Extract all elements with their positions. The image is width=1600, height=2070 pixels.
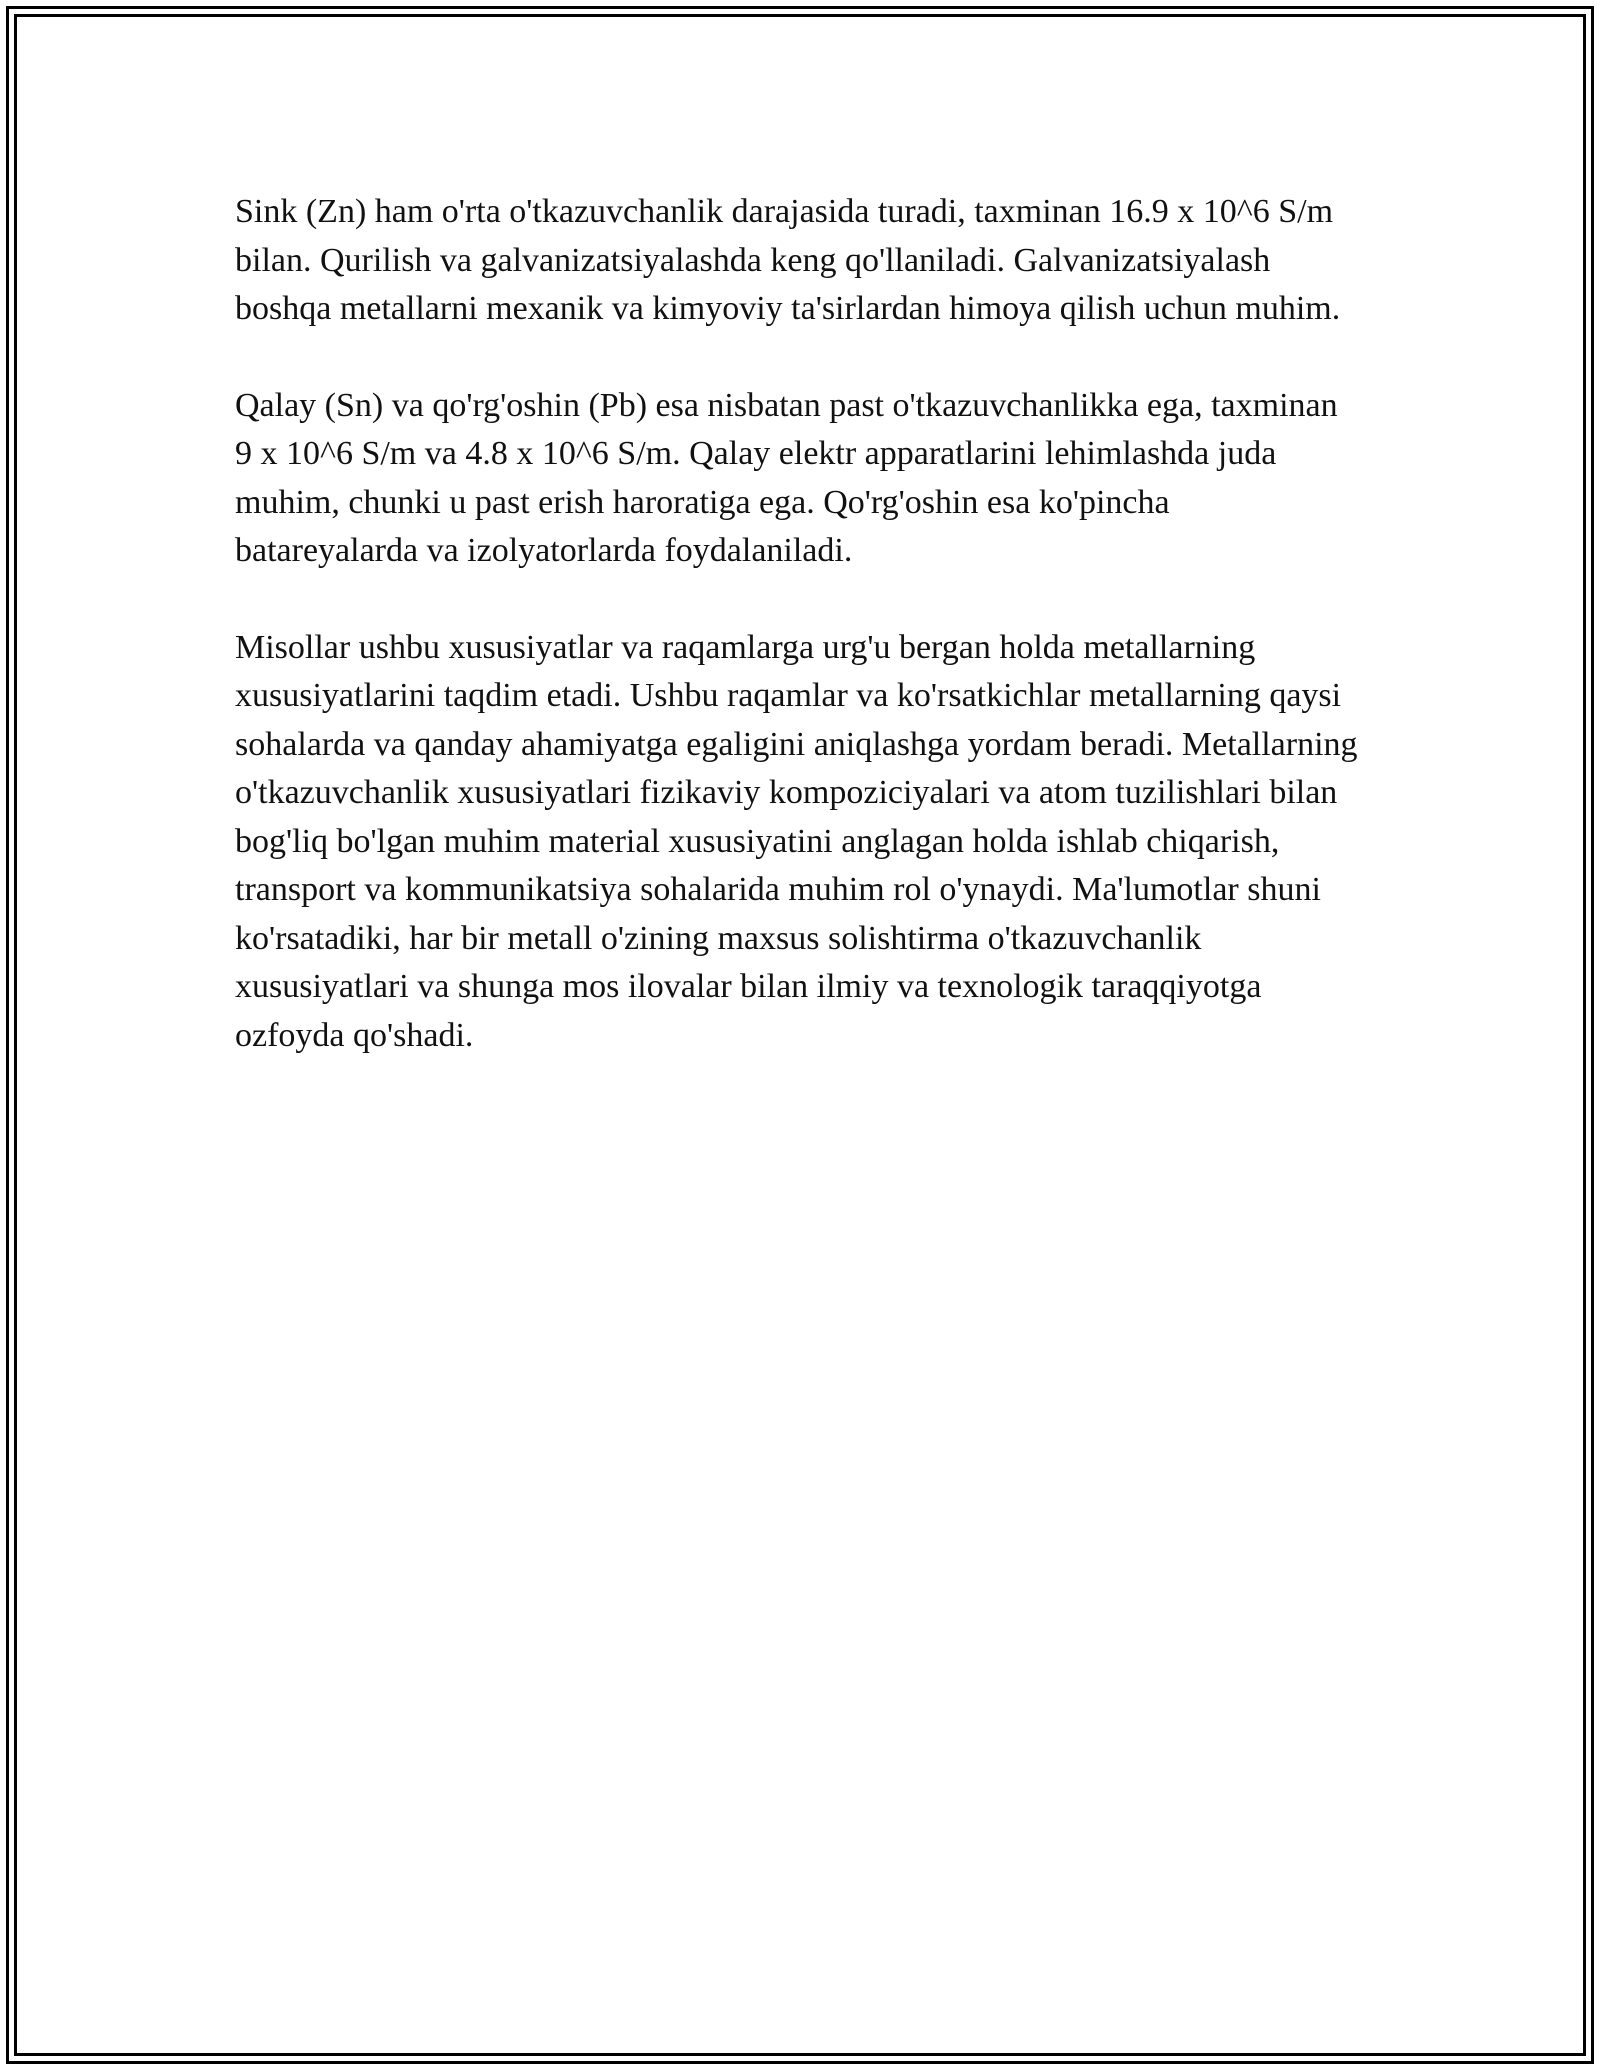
paragraph-summary: Misollar ushbu xususiyatlar va raqamlarga urg'u bergan holda metallarning xususiyatlarini taqdim etadi. Ushbu raqamlar va ko'rsatkichlar metallarning qaysi sohalarda va qanday ahamiyatga egaligini aniqlashga yordam beradi. Metallarning o'tkazuvchanlik xususiyatlari fizikaviy kompoziciyalari va atom tuzilishlari bilan bog'liq bo'lgan muhim material xususiyatini anglagan holda ishlab chiqarish, transport va kommunikatsiya sohalarida muhim rol o'ynaydi. Ma'lumotlar shuni ko'rsatadiki, har bir metall o'zining maxsus solishtirma o'tkazuvchanlik xususiyatlari va shunga mos ilovalar bilan ilmiy va texnologik taraqqiyotga ozfoyda qo'shadi. <box>235 628 1358 1054</box>
paragraph-tin-lead: Qalay (Sn) va qo'rg'oshin (Pb) esa nisbatan past o'tkazuvchanlikka ega, taxminan 9 x 10^6 S/m va 4.8 x 10^6 S/m. Qalay elektr apparatlarini lehimlashda juda muhim, chunki u past erish haroratiga ega. Qo'rg'oshin esa ko'pincha batareyalarda va izolyatorlarda foydalaniladi. <box>235 386 1338 569</box>
document-body <box>235 188 1360 1108</box>
paragraph-zinc: Sink (Zn) ham o'rta o'tkazuvchanlik darajasida turadi, taxminan 16.9 x 10^6 S/m bilan. Qurilish va galvanizatsiyalashda keng qo'llaniladi. Galvanizatsiyalash boshqa metallarni mexanik va kimyoviy ta'sirlardan himoya qilish uchun muhim. <box>235 193 1341 327</box>
